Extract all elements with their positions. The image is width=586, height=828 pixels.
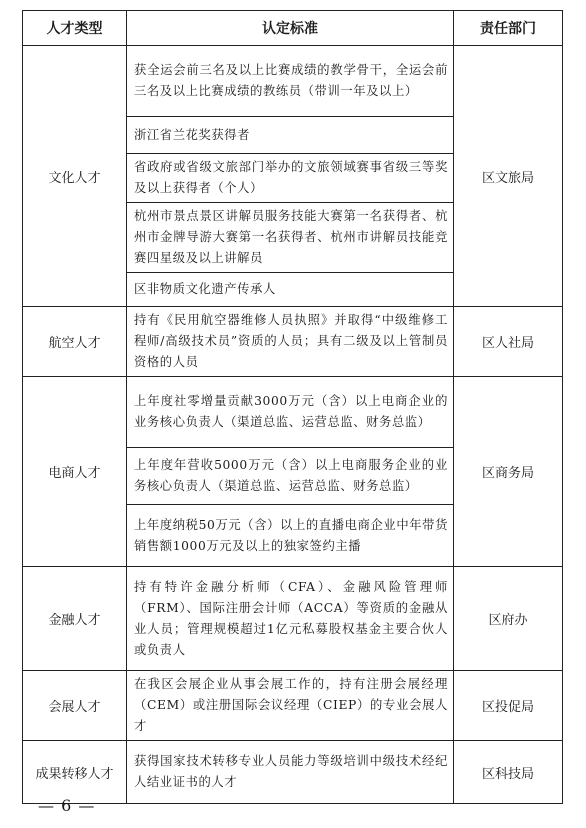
department-cell: 区文旅局	[454, 46, 563, 307]
table-row	[23, 741, 563, 804]
department-cell: 区商务局	[454, 377, 563, 567]
criteria-cell: 省政府或省级文旅部门举办的文旅领域赛事省级三等奖及以上获得者（个人）	[127, 154, 454, 203]
table-body	[23, 46, 563, 804]
header-category: 人才类型	[23, 11, 127, 46]
department-cell: 区投促局	[454, 671, 563, 741]
category-cell: 文化人才	[23, 46, 127, 307]
category-cell: 航空人才	[23, 307, 127, 377]
criteria-cell: 杭州市景点景区讲解员服务技能大赛第一名获得者、杭州市金牌导游大赛第一名获得者、杭州市讲解员技能竞赛四星级及以上讲解员	[127, 203, 454, 273]
criteria-cell: 浙江省兰花奖获得者	[127, 117, 454, 154]
category-cell: 电商人才	[23, 377, 127, 567]
header-department: 责任部门	[454, 11, 563, 46]
department-cell: 区人社局	[454, 307, 563, 377]
table-header-row	[23, 11, 563, 46]
page-number: — 6 —	[38, 796, 96, 815]
talent-table	[22, 10, 563, 804]
category-cell: 会展人才	[23, 671, 127, 741]
table-row	[23, 567, 563, 671]
criteria-cell: 获全运会前三名及以上比赛成绩的教学骨干，全运会前三名及以上比赛成绩的教练员（带训一年及以上）	[127, 46, 454, 117]
table-row	[23, 671, 563, 741]
criteria-cell: 获得国家技术转移专业人员能力等级培训中级技术经纪人结业证书的人才	[127, 741, 454, 804]
criteria-cell: 持有特许金融分析师（CFA）、金融风险管理师（FRM）、国际注册会计师（ACCA）等资质的金融从业人员；管理规模超过1亿元私募股权基金主要合伙人或负责人	[127, 567, 454, 671]
category-cell: 成果转移人才	[23, 741, 127, 804]
criteria-cell: 上年度年营收5000万元（含）以上电商服务企业的业务核心负责人（渠道总监、运营总监、财务总监）	[127, 448, 454, 505]
criteria-cell: 持有《民用航空器维修人员执照》并取得“中级维修工程师/高级技术员”资质的人员；具有二级及以上管制员资格的人员	[127, 307, 454, 377]
criteria-cell: 在我区会展企业从事会展工作的，持有注册会展经理（CEM）或注册国际会议经理（CIEP）的专业会展人才	[127, 671, 454, 741]
table-row	[23, 307, 563, 377]
table-row	[23, 46, 563, 117]
criteria-cell: 上年度社零增量贡献3000万元（含）以上电商企业的业务核心负责人（渠道总监、运营总监、财务总监）	[127, 377, 454, 448]
table-row	[23, 377, 563, 448]
department-cell: 区科技局	[454, 741, 563, 804]
criteria-cell: 区非物质文化遗产传承人	[127, 273, 454, 307]
category-cell: 金融人才	[23, 567, 127, 671]
department-cell: 区府办	[454, 567, 563, 671]
header-criteria: 认定标准	[127, 11, 454, 46]
criteria-cell: 上年度纳税50万元（含）以上的直播电商企业中年带货销售额1000万元及以上的独家签约主播	[127, 505, 454, 567]
